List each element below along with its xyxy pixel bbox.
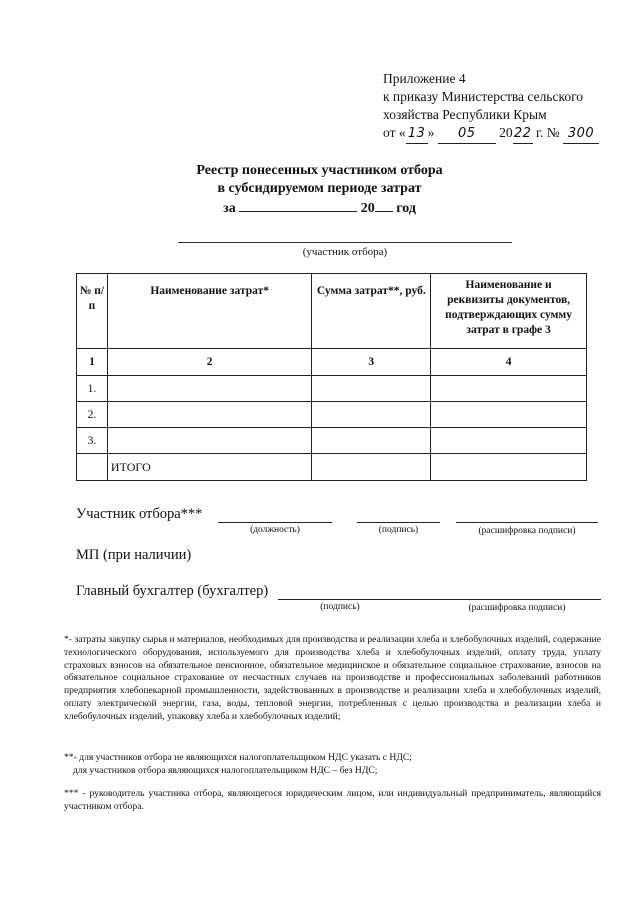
row-docs-cell[interactable] [431,402,587,428]
header-line-2: к приказу Министерства сельского [383,89,584,104]
total-docs-cell[interactable] [431,454,587,481]
header-line-1: Приложение 4 [383,71,466,86]
total-row [77,454,587,481]
column-number: 1 [77,349,108,376]
date-month: 05 [438,125,496,144]
document-title [0,162,639,218]
document-header [383,70,599,144]
table-row [77,376,587,402]
header-line-3: хозяйства Республики Крым [383,107,547,122]
row-sum-cell[interactable] [312,376,431,402]
footnote-2 [64,752,601,778]
title-year-prefix: 20 [360,201,375,216]
table-row [77,428,587,454]
header-documents: Наименование и реквизиты документов, подтверждающих сумму затрат в графе 3 [431,274,587,349]
row-expense-cell[interactable] [107,376,312,402]
number-label: г. № [535,125,560,140]
stamp-label: МП (при наличии) [76,547,192,563]
accountant-label: Главный бухгалтер (бухгалтер) [76,583,269,599]
row-sum-cell[interactable] [312,402,431,428]
participant-caption: (участник отбора) [302,246,388,258]
row-number: 2. [77,402,108,428]
footnote-2-line-2: для участников отбора являющихся налогоплательщиком НДС – без НДС; [73,764,378,776]
header-date-line [383,124,599,144]
position-caption: (должность) [250,525,300,535]
position-line[interactable] [218,522,332,523]
participant-line [178,242,512,243]
footnote-3: *** - руководитель участника отбора, являющегося юридическим лицом, или индивидуальный предприниматель, являющийся участником отбора. [64,788,601,812]
date-day: 13 [406,125,428,144]
accountant-decode-caption: (расшифровка подписи) [468,603,566,613]
decode-caption: (расшифровка подписи) [478,526,576,536]
footnote-2-line-1: **- для участников отбора не являющихся налогоплательщиком НДС указать с НДС; [64,752,412,763]
row-number: 3. [77,428,108,454]
order-number: 300 [563,125,599,144]
table-header-row [77,274,587,349]
row-docs-cell[interactable] [431,376,587,402]
title-line-3 [0,198,639,218]
title-line-2: в субсидируемом периоде затрат [217,181,422,196]
registry-table [76,273,587,481]
year-suffix: 22 [513,125,533,144]
year-prefix: 20 [499,125,513,140]
title-year-blank [375,198,393,212]
table-row [77,402,587,428]
total-blank-cell [77,454,108,481]
row-expense-cell[interactable] [107,402,312,428]
signature-caption: (подпись) [378,525,419,535]
column-number: 2 [107,349,312,376]
title-god: год [396,201,416,216]
decode-line[interactable] [456,522,598,523]
participant-signature-label: Участник отбора*** [76,506,203,522]
row-number: 1. [77,376,108,402]
column-number: 3 [312,349,431,376]
header-sum: Сумма затрат**, руб. [312,274,431,349]
column-number: 4 [431,349,587,376]
total-sum-cell[interactable] [312,454,431,481]
title-line-1: Реестр понесенных участником отбора [196,163,443,178]
row-sum-cell[interactable] [312,428,431,454]
footnote-1: *- затраты закупку сырья и материалов, необходимых для производства и реализации хлеба и хлебобулочных изделий, содержание технологического оборудования, используемого для производства хлеба и хлебобулочных изделий, оплату труда, уплату страховых взносов на обязательное пенсионное, обязательное медицинское и обязательное социальное страхование, взносов на обязательное социальное страхование от несчастных случаев на производстве и профессиональных заболеваний работников предприятия хлебопекарной промышленности, задействованных в производстве и реализации хлеба и хлебобулочных изделий, оплату электрической энергии, газа, воды, тепловой энергии, потребленных с целью производства и реализации хлеба и хлебобулочных изделий, упаковку хлеба и хлебобулочных изделий; [64,634,601,722]
row-docs-cell[interactable] [431,428,587,454]
accountant-signature-line[interactable] [278,599,601,600]
period-blank [239,198,357,212]
row-expense-cell[interactable] [107,428,312,454]
total-label: ИТОГО [107,454,312,481]
date-prefix: от « [383,125,406,140]
signature-line[interactable] [357,522,440,523]
title-za: за [223,201,236,216]
header-expense-name: Наименование затрат* [107,274,312,349]
header-number: № п/п [77,274,108,349]
accountant-signature-caption: (подпись) [320,602,360,612]
column-number-row [77,349,587,376]
date-mid: » [427,125,435,140]
